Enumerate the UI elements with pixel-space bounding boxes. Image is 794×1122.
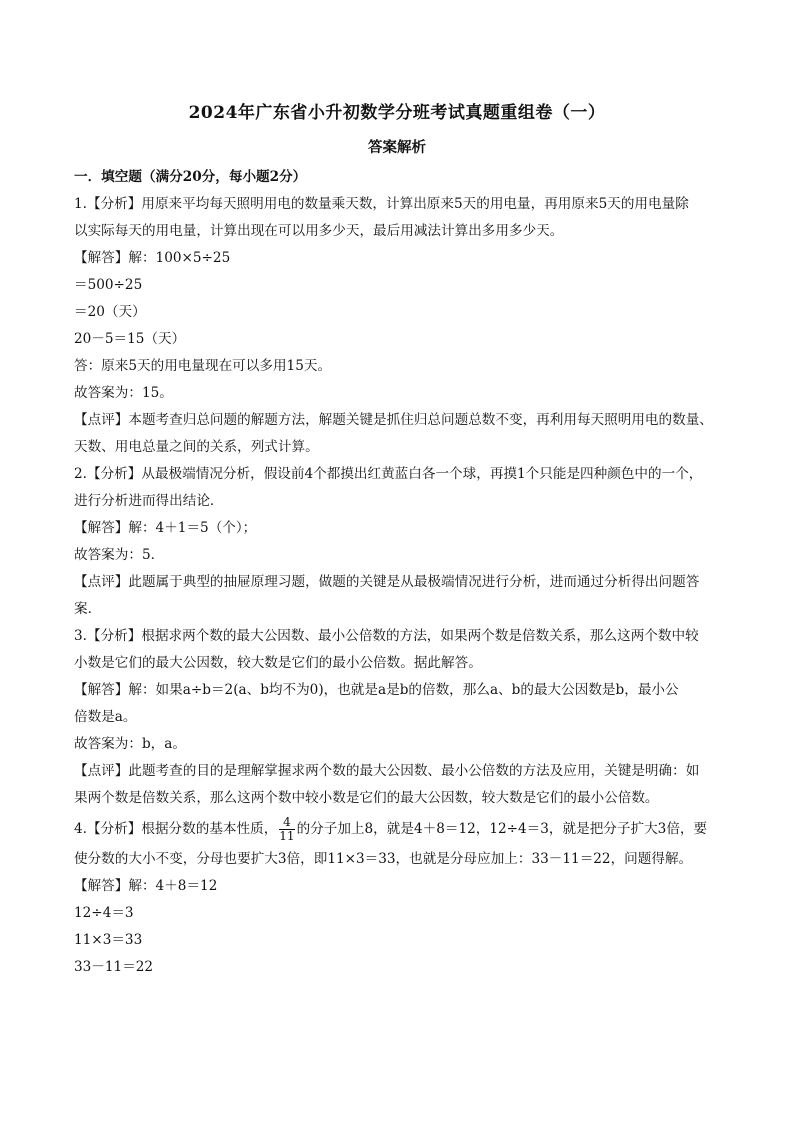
text-line: 33－11＝22: [74, 959, 154, 975]
text-line: 3.【分析】根据求两个数的最大公因数、最小公倍数的方法，如果两个数是倍数关系，那么这两个数中较: [74, 628, 699, 644]
q4-text-after: 的分子加上8，就是4＋8＝12，12÷4＝3，就是把分子扩大3倍，要: [296, 821, 708, 837]
q4-analysis-line: [74, 812, 724, 846]
text-line: 故答案为：5．: [74, 547, 165, 563]
text-line: 天数、用电总量之间的关系，列式计算。: [74, 439, 319, 455]
text-line: 以实际每天的用电量，计算出现在可以用多少天，最后用减法计算出多用多少天。: [74, 223, 564, 239]
text-line: ＝500÷25: [74, 277, 143, 293]
text-line: 12÷4＝3: [74, 905, 134, 921]
text-line: ＝20（天）: [74, 304, 146, 320]
text-line: 2.【分析】从最极端情况分析，假设前4个都摸出红黄蓝白各一个球，再摸1个只能是四种颜色中的一个，: [74, 466, 703, 482]
text-line: 倍数是a。: [74, 709, 137, 725]
text-line: 【点评】此题考查的目的是理解掌握求两个数的最大公因数、最小公倍数的方法及应用，关键是明确：如: [74, 763, 700, 779]
text-line: 【解答】解：4＋8＝12: [74, 878, 218, 894]
section-header: 一．填空题（满分20分，每小题2分）: [74, 169, 307, 185]
text-line: 【点评】本题考查归总问题的解题方法，解题关键是抓住归总问题总数不变，再利用每天照明用电的数量、: [74, 412, 713, 428]
text-line: 【解答】解：4＋1＝5（个）；: [74, 520, 257, 536]
text-line: 11×3＝33: [74, 932, 143, 948]
text-line: 案．: [74, 601, 102, 617]
text-line: 1.【分析】用原来平均每天照明用电的数量乘天数，计算出原来5天的用电量，再用原来5天的用电量除: [74, 196, 689, 212]
text-line: 小数是它们的最大公因数，较大数是它们的最小公倍数。据此解答。: [74, 655, 482, 671]
text-line: 使分数的大小不变，分母也要扩大3倍，即11×3＝33，也就是分母应加上：33－11＝22，问题得解。: [74, 851, 693, 867]
fraction-denominator: 11: [279, 829, 295, 843]
text-line: 进行分析进而得出结论．: [74, 493, 224, 509]
text-line: 20－5＝15（天）: [74, 331, 186, 347]
text-line: 故答案为：b，a。: [74, 736, 186, 752]
text-line: 【点评】此题属于典型的抽屉原理习题，做题的关键是从最极端情况进行分析，进而通过分析得出问题答: [74, 574, 700, 590]
page-subtitle: 答案解析: [368, 139, 426, 156]
text-line: 【解答】解：如果a÷b＝2(a、b均不为0)，也就是a是b的倍数，那么a、b的最大公因数是b，最小公: [74, 682, 679, 698]
fraction: [279, 816, 294, 843]
document-body: [74, 164, 724, 981]
fraction-numerator: 4: [279, 816, 294, 830]
text-line: 【解答】解：100×5÷25: [74, 250, 231, 266]
q4-text-before: 4.【分析】根据分数的基本性质，: [74, 821, 278, 837]
text-line: 故答案为：15。: [74, 385, 173, 401]
page-title: 2024年广东省小升初数学分班考试真题重组卷（一）: [188, 103, 606, 123]
text-line: 果两个数是倍数关系，那么这两个数中较小数是它们的最大公因数，较大数是它们的最小公倍数。: [74, 790, 659, 806]
text-line: 答：原来5天的用电量现在可以多用15天。: [74, 358, 332, 374]
